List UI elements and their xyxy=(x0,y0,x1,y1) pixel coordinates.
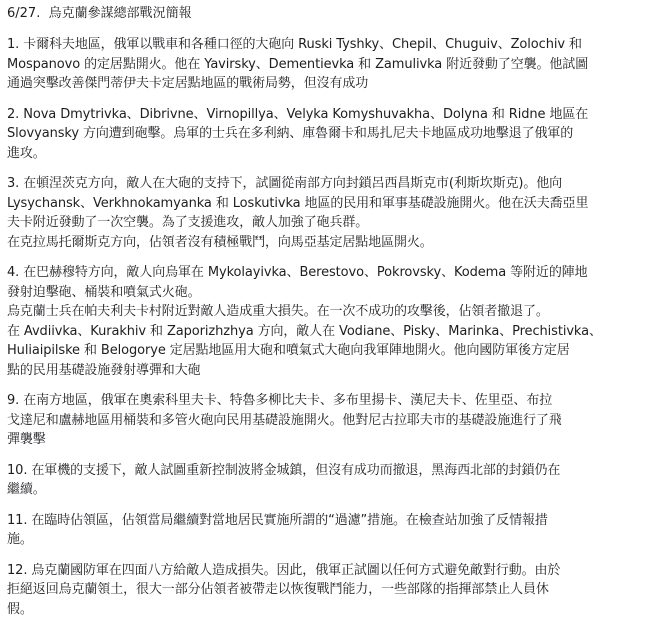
paragraph-donetsk xyxy=(7,174,652,252)
paragraph-black-sea xyxy=(7,461,652,500)
text-line: 4. 在巴赫穆特方向，敵人向烏軍在 Mykolayivka、Berestovo、Pokrovsky、Kodema 等附近的陣地 xyxy=(7,263,652,283)
text-line: Slovyansky 方向遭到砲擊。烏軍的士兵在多利納、庫魯爾卡和馬扎尼夫卡地區成功地擊退了俄軍的 xyxy=(7,124,652,144)
text-line: Huliaipilske 和 Belogorye 定居點地區用大砲和噴氣式大砲向我軍陣地開火。他向國防軍後方定居 xyxy=(7,341,652,361)
paragraph-occupied xyxy=(7,511,652,550)
text-line: 在 Avdiivka、Kurakhiv 和 Zaporizhzhya 方向，敵人在 Vodiane、Pisky、Marinka、Prechistivka、 xyxy=(7,322,652,342)
text-line: 烏克蘭士兵在帕夫利夫卡村附近對敵人造成重大損失。在一次不成功的攻擊後，佔領者撤退了。 xyxy=(7,302,652,322)
text-line: 戈達尼和盧赫地區用桶裝和多管火砲向民用基礎設施開火。他對尼古拉耶夫市的基礎設施進行了飛 xyxy=(7,411,652,431)
text-line: 2. Nova Dmytrivka、Dibrivne、Virnopillya、Velyka Komyshuvakha、Dolyna 和 Ridne 地區在 xyxy=(7,105,652,125)
text-line: 進攻。 xyxy=(7,144,652,164)
text-line: 彈襲擊 xyxy=(7,430,652,450)
text-line: 在克拉馬托爾斯克方向，佔領者沒有積極戰鬥，向馬亞基定居點地區開火。 xyxy=(7,233,652,253)
text-line: 拒絕返回烏克蘭領土，很大一部分佔領者被帶走以恢復戰鬥能力，一些部隊的指揮部禁止人員休 xyxy=(7,580,652,600)
text-line: 1. 卡爾科夫地區，俄軍以戰車和各種口徑的大砲向 Ruski Tyshky、Chepil、Chuguiv、Zolochiv 和 xyxy=(7,35,652,55)
text-line: 通過突擊改善傑門蒂伊夫卡定居點地區的戰術局勢，但沒有成功 xyxy=(7,74,652,94)
text-line: Lysychansk、Verkhnokamyanka 和 Loskutivka 地區的民用和軍事基礎設施開火。他在沃夫喬亞里 xyxy=(7,194,652,214)
text-line: 施。 xyxy=(7,530,652,550)
text-line: 點的民用基礎設施發射導彈和大砲 xyxy=(7,361,652,381)
paragraph-kharkiv xyxy=(7,35,652,94)
text-line: 11. 在臨時佔領區，佔領當局繼續對當地居民實施所謂的“過濾”措施。在檢查站加強了反情報措 xyxy=(7,511,652,531)
text-line: 發射迫擊砲、桶裝和噴氣式火砲。 xyxy=(7,283,652,303)
text-line: 假。 xyxy=(7,600,652,619)
paragraph-slovyansk xyxy=(7,105,652,164)
post-title: 6/27. 烏克蘭參謀總部戰況簡報 xyxy=(7,4,652,24)
text-line: 12. 烏克蘭國防軍在四面八方給敵人造成損失。因此，俄軍正試圖以任何方式避免敵對行動。由於 xyxy=(7,561,652,581)
text-line: 9. 在南方地區，俄軍在奧索科里夫卡、特魯多柳比夫卡、多布里揚卡、漢尼夫卡、佐里亞、布拉 xyxy=(7,391,652,411)
text-line: 繼續。 xyxy=(7,480,652,500)
paragraph-south xyxy=(7,391,652,450)
text-line: 3. 在頓涅茨克方向，敵人在大砲的支持下，試圖從南部方向封鎖呂西昌斯克市(利斯坎斯克)。他向 xyxy=(7,174,652,194)
paragraph-losses xyxy=(7,561,652,619)
text-line: Mospanovo 的定居點開火。他在 Yavirsky、Dementievka 和 Zamulivka 附近發動了空襲。他試圖 xyxy=(7,55,652,75)
paragraph-bakhmut xyxy=(7,263,652,380)
text-line: 夫卡附近發動了一次空襲。為了支援進攻，敵人加強了砲兵群。 xyxy=(7,213,652,233)
text-line: 10. 在軍機的支援下，敵人試圖重新控制波將金城鎮，但沒有成功而撤退，黑海西北部的封鎖仍在 xyxy=(7,461,652,481)
